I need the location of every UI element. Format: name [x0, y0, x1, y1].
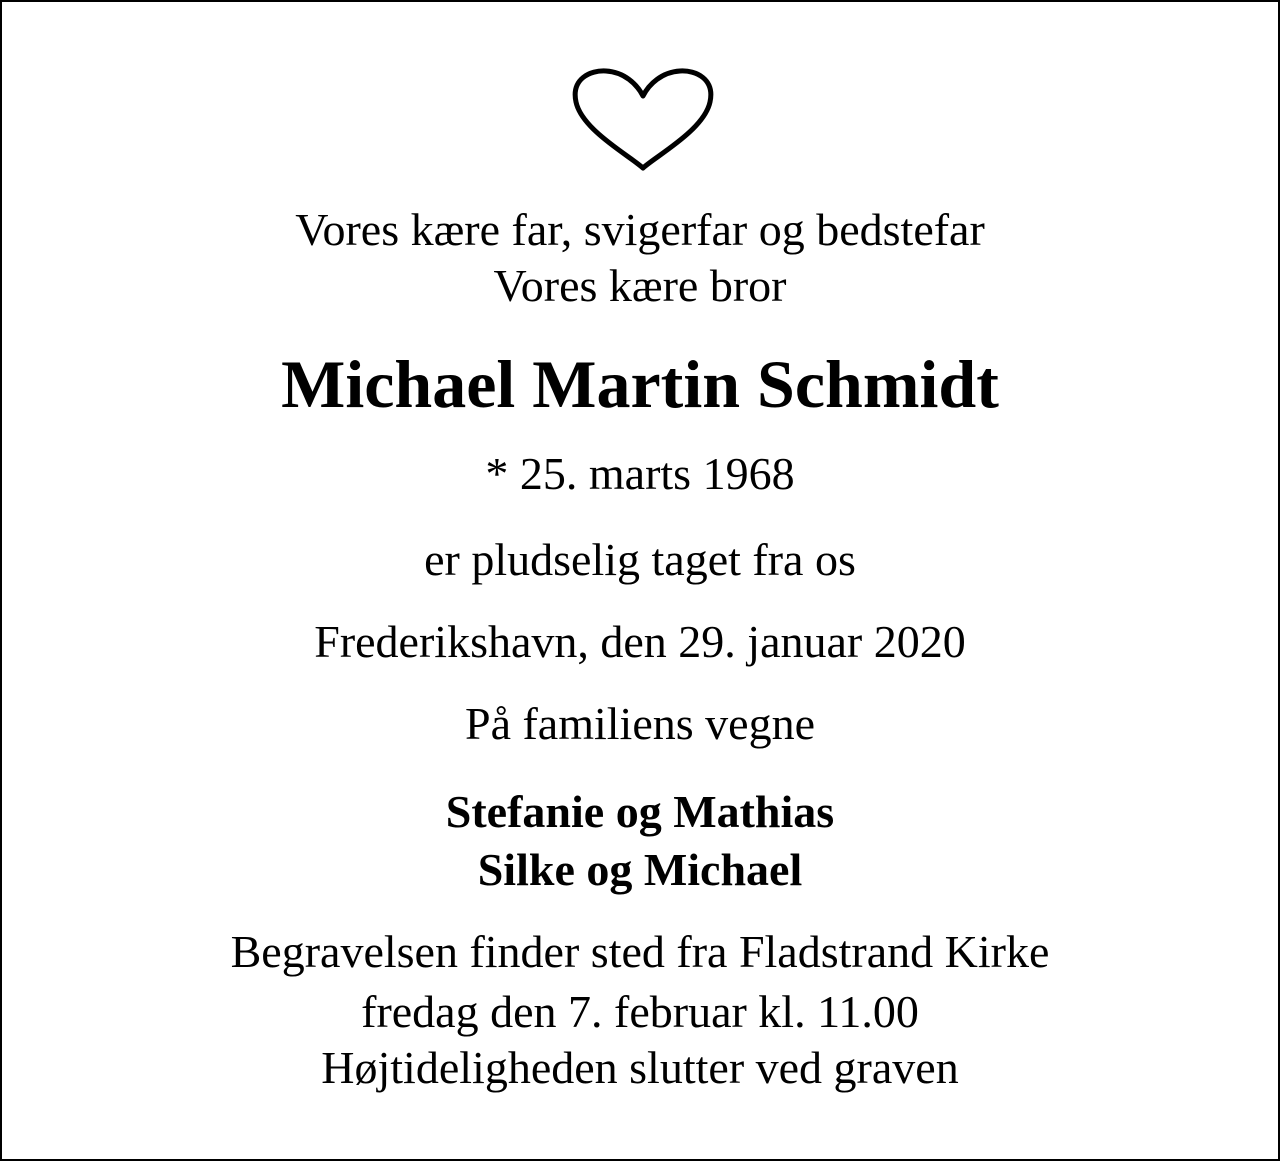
birth-date: * 25. marts 1968: [485, 448, 795, 499]
intro-line-1: Vores kære far, svigerfar og bedstefar: [295, 204, 985, 255]
place-and-date: Frederikshavn, den 29. januar 2020: [314, 616, 966, 667]
signer-line-1: Stefanie og Mathias: [445, 786, 835, 837]
signer-line-2: Silke og Michael: [477, 844, 803, 895]
funeral-line-2: fredag den 7. februar kl. 11.00: [361, 986, 919, 1037]
on-behalf-line: På familiens vegne: [464, 698, 815, 749]
funeral-line-1: Begravelsen finder sted fra Fladstrand Kirke: [230, 926, 1050, 977]
passing-statement: er pludselig taget fra os: [424, 534, 856, 585]
intro-line-2: Vores kære bror: [493, 260, 787, 311]
funeral-line-3: Højtideligheden slutter ved graven: [321, 1042, 959, 1093]
deceased-name: Michael Martin Schmidt: [281, 346, 999, 422]
heart-icon: [570, 66, 716, 172]
